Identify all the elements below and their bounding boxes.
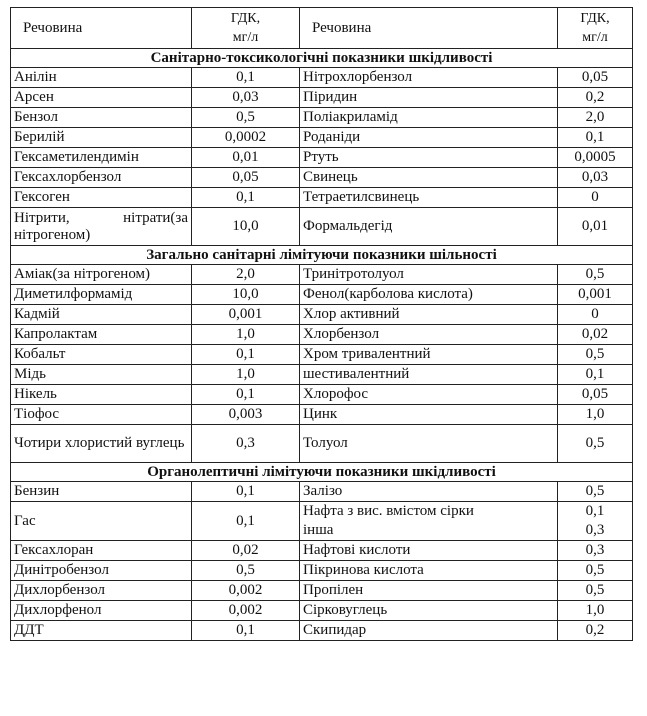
gdk-value-left: 0,003 xyxy=(192,405,300,425)
gdk-value-left: 1,0 xyxy=(192,365,300,385)
gdk-value-right: 0,05 xyxy=(558,68,633,88)
substance-name-left: Кадмій xyxy=(11,305,192,325)
gdk-value-right-line: 0,1 xyxy=(585,503,605,519)
substance-name-left: Нікель xyxy=(11,385,192,405)
gdk-value-right: 0,1 xyxy=(558,128,633,148)
table-row xyxy=(11,68,633,88)
gdk-value-right: 2,0 xyxy=(558,108,633,128)
gdk-value-right: 0,05 xyxy=(558,385,633,405)
gdk-value-left: 0,02 xyxy=(192,541,300,561)
substance-name-left: ДДТ xyxy=(11,621,192,641)
table-row xyxy=(11,265,633,285)
table-row xyxy=(11,601,633,621)
gdk-value-right: 0,2 xyxy=(558,88,633,108)
substance-name-left: Динітробензол xyxy=(11,561,192,581)
substance-name-left: Анілін xyxy=(11,68,192,88)
gdk-value-right: 0,5 xyxy=(558,345,633,365)
gdk-value-left: 0,1 xyxy=(192,68,300,88)
substance-name-left: Диметилформамід xyxy=(11,285,192,305)
substance-name-left: Кобальт xyxy=(11,345,192,365)
substance-name-left: Чотири хлористий вуглець xyxy=(11,425,192,463)
gdk-value-left: 0,5 xyxy=(192,561,300,581)
table-header-row xyxy=(11,8,633,49)
gdk-value-right: 0,0005 xyxy=(558,148,633,168)
substance-name-left: Аміак(за нітрогеном) xyxy=(11,265,192,285)
substance-name-right: Тринітротолуол xyxy=(300,265,558,285)
substance-name-left: Дихлорфенол xyxy=(11,601,192,621)
header-substance-right: Речовина xyxy=(300,8,558,49)
substance-name-left: Нітрити, нітрати(за нітрогеном) xyxy=(11,208,192,246)
gdk-value-right: 0 xyxy=(558,305,633,325)
substance-name-right: Роданіди xyxy=(300,128,558,148)
gdk-value-right: 0,03 xyxy=(558,168,633,188)
substance-name-right: Формальдегід xyxy=(300,208,558,246)
gdk-value-left: 0,002 xyxy=(192,581,300,601)
header-gdk-label: ГДК, xyxy=(580,11,610,26)
gdk-value-left: 0,3 xyxy=(192,425,300,463)
gdk-value-left: 0,0002 xyxy=(192,128,300,148)
gdk-value-left: 0,1 xyxy=(192,502,300,541)
table-row xyxy=(11,148,633,168)
table-body xyxy=(11,8,633,641)
gdk-value-left: 0,1 xyxy=(192,345,300,365)
substance-name-left: Тіофос xyxy=(11,405,192,425)
gdk-value-right: 0,1 xyxy=(558,365,633,385)
table-row xyxy=(11,325,633,345)
table-row xyxy=(11,405,633,425)
substance-name-right: Хлор активний xyxy=(300,305,558,325)
gdk-value-right: 0,5 xyxy=(558,561,633,581)
gdk-value-right xyxy=(558,502,633,541)
substance-name-right: Свинець xyxy=(300,168,558,188)
substance-name-right: Хлорбензол xyxy=(300,325,558,345)
gdk-value-left: 0,5 xyxy=(192,108,300,128)
substance-name-right: Пікринова кислота xyxy=(300,561,558,581)
gdk-value-left: 0,1 xyxy=(192,621,300,641)
table-row xyxy=(11,541,633,561)
substance-name-left: Арсен xyxy=(11,88,192,108)
substance-name-right: Хлорофос xyxy=(300,385,558,405)
section-title: Санітарно-токсикологічні показники шкідливості xyxy=(11,49,633,68)
substance-name-left: Капролактам xyxy=(11,325,192,345)
substance-name-right: Пропілен xyxy=(300,581,558,601)
table-row xyxy=(11,482,633,502)
table-row xyxy=(11,208,633,246)
gdk-value-left: 0,05 xyxy=(192,168,300,188)
substance-name-left: Бензин xyxy=(11,482,192,502)
table-row xyxy=(11,425,633,463)
substance-name-right: Ртуть xyxy=(300,148,558,168)
table-row xyxy=(11,128,633,148)
substance-name-right: Фенол(карболова кислота) xyxy=(300,285,558,305)
gdk-value-right: 0,02 xyxy=(558,325,633,345)
substance-name-right: Цинк xyxy=(300,405,558,425)
substance-name-left: Гексоген xyxy=(11,188,192,208)
gdk-value-right: 0,5 xyxy=(558,265,633,285)
table-row xyxy=(11,88,633,108)
gdk-value-right: 0,5 xyxy=(558,482,633,502)
header-substance-left: Речовина xyxy=(11,8,192,49)
substance-name-right: Хром тривалентний xyxy=(300,345,558,365)
substance-name-right: Нафтові кислоти xyxy=(300,541,558,561)
gdk-value-left: 0,001 xyxy=(192,305,300,325)
substance-name-right: Тетраетилсвинець xyxy=(300,188,558,208)
table-row xyxy=(11,108,633,128)
header-gdk-label: ГДК, xyxy=(230,11,261,26)
gdk-value-right: 0 xyxy=(558,188,633,208)
substance-name-right-line: інша xyxy=(303,522,334,538)
gdk-value-right: 0,01 xyxy=(558,208,633,246)
gdk-value-right: 0,5 xyxy=(558,581,633,601)
gdk-value-left: 0,1 xyxy=(192,385,300,405)
table-row xyxy=(11,285,633,305)
table-row xyxy=(11,581,633,601)
section-header-row xyxy=(11,246,633,265)
table-row xyxy=(11,305,633,325)
gdk-value-right: 0,3 xyxy=(558,541,633,561)
substance-name-right: шестивалентний xyxy=(300,365,558,385)
gdk-value-right: 1,0 xyxy=(558,405,633,425)
substance-name-left: Берилій xyxy=(11,128,192,148)
substance-name-left: Бензол xyxy=(11,108,192,128)
table-row xyxy=(11,561,633,581)
substance-name-right: Толуол xyxy=(300,425,558,463)
substance-name-right: Скипидар xyxy=(300,621,558,641)
gdk-value-left: 1,0 xyxy=(192,325,300,345)
gdk-value-right: 0,2 xyxy=(558,621,633,641)
gdk-value-right-line: 0,3 xyxy=(585,522,605,538)
substance-name-right-line: Нафта з вис. вмістом сірки xyxy=(303,503,474,519)
gdk-value-right: 0,001 xyxy=(558,285,633,305)
table-row xyxy=(11,365,633,385)
substance-name-left: Мідь xyxy=(11,365,192,385)
gdk-value-right: 1,0 xyxy=(558,601,633,621)
table-row xyxy=(11,345,633,365)
gdk-value-left: 2,0 xyxy=(192,265,300,285)
gdk-value-left: 10,0 xyxy=(192,285,300,305)
substance-name-right xyxy=(300,502,558,541)
section-header-row xyxy=(11,49,633,68)
gdk-value-left: 0,1 xyxy=(192,188,300,208)
substance-name-left: Гексаметилендимін xyxy=(11,148,192,168)
substance-name-right: Поліакриламід xyxy=(300,108,558,128)
pollutant-limits-table xyxy=(10,7,633,641)
table-row xyxy=(11,502,633,541)
section-title: Органолептичні лімітуючи показники шкідливості xyxy=(11,463,633,482)
header-unit-label: мг/л xyxy=(582,30,608,45)
header-unit-label: мг/л xyxy=(232,30,259,45)
table-row xyxy=(11,385,633,405)
gdk-value-left: 0,002 xyxy=(192,601,300,621)
gdk-value-left: 0,03 xyxy=(192,88,300,108)
header-gdk-left xyxy=(192,8,300,49)
table-row xyxy=(11,188,633,208)
gdk-value-left: 0,01 xyxy=(192,148,300,168)
table-row xyxy=(11,621,633,641)
gdk-value-right: 0,5 xyxy=(558,425,633,463)
section-title: Загально санітарні лімітуючи показники шільності xyxy=(11,246,633,265)
gdk-value-left: 0,1 xyxy=(192,482,300,502)
substance-name-right: Залізо xyxy=(300,482,558,502)
substance-name-left: Гексахлорбензол xyxy=(11,168,192,188)
section-header-row xyxy=(11,463,633,482)
table-row xyxy=(11,168,633,188)
substance-name-right: Піридин xyxy=(300,88,558,108)
gdk-value-left: 10,0 xyxy=(192,208,300,246)
substance-name-left: Дихлорбензол xyxy=(11,581,192,601)
header-gdk-right xyxy=(558,8,633,49)
substance-name-right: Нітрохлорбензол xyxy=(300,68,558,88)
substance-name-left: Гексахлоран xyxy=(11,541,192,561)
substance-name-left: Гас xyxy=(11,502,192,541)
substance-name-right: Сірковуглець xyxy=(300,601,558,621)
